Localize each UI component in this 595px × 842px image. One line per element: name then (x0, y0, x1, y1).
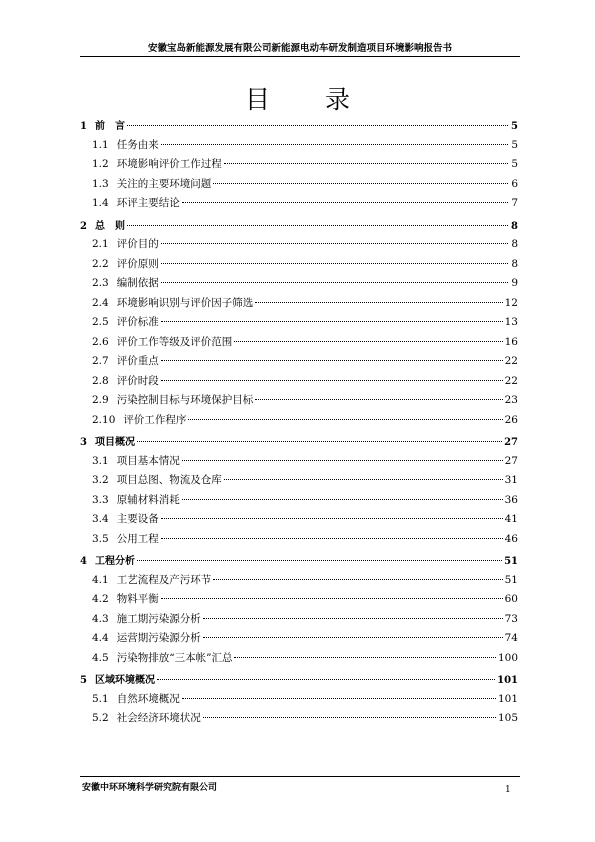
toc-entry-page: 5 (511, 138, 518, 151)
toc-entry-title: 任务由来 (116, 138, 159, 151)
dot-leader (188, 419, 502, 420)
toc-section-entry[interactable] (80, 137, 518, 157)
toc-section-entry[interactable] (80, 392, 518, 412)
dot-leader (224, 479, 503, 480)
toc-entry-page: 36 (504, 493, 518, 506)
toc-entry-number: 3 (80, 437, 87, 448)
toc-entry-title: 评价原则 (116, 257, 159, 270)
toc-entry-title: 项目总图、物流及仓库 (116, 474, 222, 486)
dot-leader (203, 717, 496, 718)
toc-entry-page: 8 (511, 238, 518, 250)
toc-section-entry[interactable] (80, 295, 518, 315)
toc-entry-title: 评价目的 (116, 238, 159, 250)
toc-entry-page: 5 (511, 158, 518, 170)
toc-entry-page: 6 (511, 177, 518, 190)
dot-leader (182, 202, 508, 203)
dot-leader (161, 321, 503, 322)
toc-entry-page: 31 (504, 474, 518, 486)
toc-entry-title: 环评主要结论 (116, 197, 180, 209)
running-header: 安徽宝岛新能源发展有限公司新能源电动车研发制造项目环境影响报告书 (147, 43, 452, 54)
toc-entry-title: 工程分析 (94, 556, 135, 567)
dot-leader (161, 243, 508, 244)
toc-entry-number: 3.2 (92, 474, 109, 486)
toc-entry-number: 5.2 (92, 712, 109, 724)
toc-entry-title: 施工期污染源分析 (116, 612, 201, 625)
toc-chapter-entry[interactable] (80, 671, 518, 691)
toc-section-entry[interactable] (80, 630, 518, 650)
toc-entry-page: 105 (497, 712, 518, 724)
toc-entry-title: 环境影响识别与评价因子筛选 (116, 296, 254, 309)
toc-entry-page: 27 (504, 437, 518, 448)
toc-entry-title: 运营期污染源分析 (116, 632, 201, 644)
toc-entry-page: 27 (504, 454, 518, 467)
toc-entry-page: 7 (511, 197, 518, 209)
toc-entry-title: 原辅材料消耗 (116, 493, 180, 506)
toc-entry-title: 环境影响评价工作过程 (116, 158, 222, 170)
toc-section-entry[interactable] (80, 472, 518, 492)
toc-entry-number: 1.3 (92, 177, 109, 190)
toc-section-entry[interactable] (80, 176, 518, 196)
toc-entry-title: 工艺流程及产污环节 (116, 573, 212, 586)
toc-entry-title: 公用工程 (116, 532, 159, 545)
toc-entry-title: 评价重点 (116, 355, 159, 367)
toc-entry-number: 4.4 (92, 632, 109, 644)
toc-entry-number: 2.1 (92, 238, 109, 250)
toc-section-entry[interactable] (80, 691, 518, 711)
toc-entry-number: 4.5 (92, 651, 109, 664)
toc-entry-number: 3.5 (92, 532, 109, 545)
toc-entry-page: 9 (511, 277, 518, 289)
dot-leader (161, 380, 503, 381)
toc-entry-number: 2.3 (92, 277, 109, 289)
toc-section-entry[interactable] (80, 650, 518, 670)
toc-section-entry[interactable] (80, 531, 518, 551)
toc-section-entry[interactable] (80, 710, 518, 730)
toc-entry-number: 1.4 (92, 197, 109, 209)
dot-leader (224, 163, 508, 164)
dot-leader (255, 302, 502, 303)
dot-leader (213, 579, 502, 580)
toc-entry-title: 项目基本情况 (116, 454, 180, 467)
toc-entry-title: 评价工作程序 (123, 413, 187, 426)
toc-entry-page: 23 (504, 394, 518, 406)
toc-entry-title: 关注的主要环境问题 (116, 177, 212, 190)
toc-entry-title: 主要设备 (116, 513, 159, 525)
toc-entry-page: 26 (504, 413, 518, 426)
footer-organization: 安徽中环环境科学研究院有限公司 (82, 783, 218, 793)
toc-entry-number: 2 (80, 220, 87, 232)
toc-entry-number: 1 (80, 121, 87, 132)
toc-section-entry[interactable] (80, 492, 518, 512)
toc-section-entry[interactable] (80, 591, 518, 611)
dot-leader (161, 538, 503, 539)
toc-section-entry[interactable] (80, 156, 518, 176)
toc-entry-page: 22 (504, 374, 518, 387)
toc-section-entry[interactable] (80, 256, 518, 276)
toc-entry-number: 1.2 (92, 158, 109, 170)
toc-section-entry[interactable] (80, 314, 518, 334)
dot-leader (161, 598, 503, 599)
toc-entry-title: 物料平衡 (116, 593, 159, 605)
toc-entry-number: 2.8 (92, 374, 109, 387)
toc-entry-page: 51 (504, 556, 518, 567)
header-divider (80, 56, 520, 57)
toc-entry-number: 2.7 (92, 355, 109, 367)
toc-section-entry[interactable] (80, 373, 518, 393)
dot-leader (137, 560, 502, 561)
toc-entry-number: 3.1 (92, 454, 109, 467)
footer-divider (80, 776, 520, 777)
toc-entry-page: 8 (511, 220, 518, 232)
toc-section-entry[interactable] (80, 353, 518, 373)
toc-section-entry[interactable] (80, 195, 518, 215)
toc-entry-page: 74 (504, 632, 518, 644)
toc-entry-title: 污染物排放“三本帐”汇总 (116, 651, 233, 664)
toc-entry-title: 评价工作等级及评价范围 (116, 335, 233, 348)
toc-entry-page: 12 (504, 296, 518, 309)
toc-entry-number: 4.2 (92, 593, 109, 605)
toc-entry-number: 4.1 (92, 573, 109, 586)
toc-section-entry[interactable] (80, 412, 518, 432)
toc-entry-page: 41 (504, 513, 518, 525)
toc-entry-page: 22 (504, 355, 518, 367)
toc-chapter-entry[interactable] (80, 117, 518, 137)
dot-leader (182, 460, 503, 461)
toc-entry-title: 自然环境概况 (116, 692, 180, 705)
dot-leader (203, 618, 503, 619)
dot-leader (161, 360, 503, 361)
toc-entry-title: 总 则 (94, 220, 125, 232)
toc-section-entry[interactable] (80, 275, 518, 295)
dot-leader (213, 183, 508, 184)
toc-section-entry[interactable] (80, 236, 518, 256)
toc-entry-number: 1.1 (92, 138, 109, 151)
toc-entry-page: 5 (511, 121, 518, 132)
toc-entry-number: 5.1 (92, 692, 109, 705)
dot-leader (182, 499, 503, 500)
toc-entry-title: 区域环境概况 (94, 675, 155, 686)
table-of-contents (80, 117, 518, 730)
toc-entry-title: 评价时段 (116, 374, 159, 387)
dot-leader (203, 637, 503, 638)
dot-leader (161, 263, 508, 264)
toc-entry-page: 13 (504, 316, 518, 328)
toc-entry-page: 46 (504, 532, 518, 545)
toc-entry-title: 评价标准 (116, 316, 159, 328)
toc-entry-number: 2.9 (92, 394, 109, 406)
toc-entry-page: 101 (497, 692, 518, 705)
page-number: 1 (505, 785, 511, 795)
dot-leader (161, 282, 508, 283)
toc-entry-number: 3.4 (92, 513, 109, 525)
toc-chapter-entry[interactable] (80, 433, 518, 453)
toc-entry-page: 73 (504, 612, 518, 625)
toc-entry-page: 16 (504, 335, 518, 348)
toc-entry-page: 51 (504, 573, 518, 586)
toc-chapter-entry[interactable] (80, 217, 518, 237)
toc-entry-number: 2.6 (92, 335, 109, 348)
dot-leader (255, 399, 502, 400)
toc-section-entry[interactable] (80, 572, 518, 592)
toc-section-entry[interactable] (80, 453, 518, 473)
dot-leader (182, 698, 496, 699)
toc-entry-number: 4.3 (92, 612, 109, 625)
toc-entry-title: 社会经济环境状况 (116, 712, 201, 724)
toc-entry-page: 100 (497, 651, 518, 664)
dot-leader (157, 679, 495, 680)
toc-entry-number: 2.2 (92, 257, 109, 270)
dot-leader (127, 125, 508, 126)
toc-section-entry[interactable] (80, 511, 518, 531)
toc-entry-title: 编制依据 (116, 277, 159, 289)
toc-entry-title: 项目概况 (94, 437, 135, 448)
dot-leader (234, 341, 502, 342)
dot-leader (127, 225, 508, 226)
toc-chapter-entry[interactable] (80, 552, 518, 572)
toc-entry-number: 5 (80, 675, 87, 686)
toc-entry-title: 前 言 (94, 121, 125, 132)
toc-entry-page: 8 (511, 257, 518, 270)
dot-leader (234, 657, 496, 658)
toc-entry-number: 2.4 (92, 296, 109, 309)
toc-section-entry[interactable] (80, 611, 518, 631)
dot-leader (161, 144, 508, 145)
toc-entry-number: 3.3 (92, 493, 109, 506)
toc-entry-number: 2.5 (92, 316, 109, 328)
toc-entry-number: 2.10 (92, 413, 116, 426)
toc-entry-number: 4 (80, 556, 87, 567)
toc-entry-page: 60 (504, 593, 518, 605)
dot-leader (161, 518, 503, 519)
toc-entry-page: 101 (497, 675, 518, 686)
toc-entry-title: 污染控制目标与环境保护目标 (116, 394, 254, 406)
page-title: 目录 (244, 85, 405, 114)
dot-leader (137, 441, 502, 442)
toc-section-entry[interactable] (80, 334, 518, 354)
